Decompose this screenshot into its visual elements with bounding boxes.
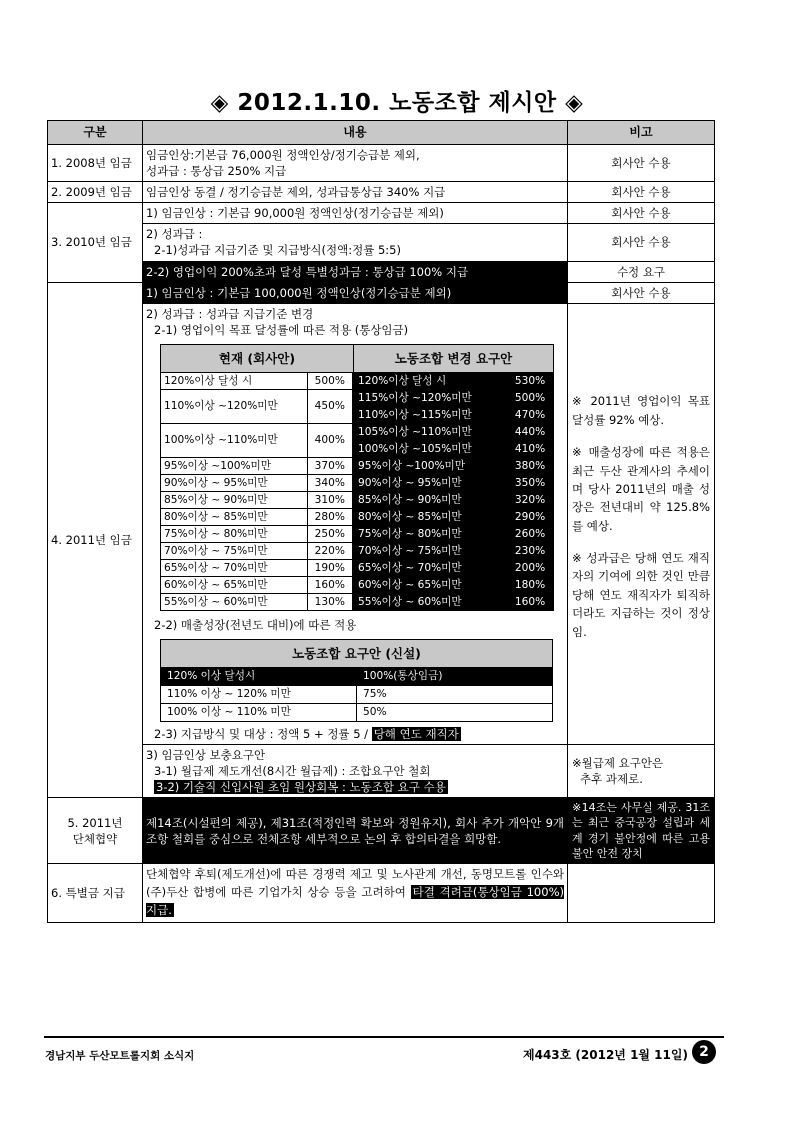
current-rate: 370% — [307, 457, 353, 474]
current-range: 75%이상 ~ 80%미만 — [161, 525, 308, 542]
content-line: 2-2) 매출성장(전년도 대비)에 따른 적용 — [154, 617, 357, 632]
content-line: 3) 임금인상 보충요구안 — [146, 747, 266, 762]
row-content-highlight: 2-2) 영업이익 200%초과 달성 특별성과금 : 통상급 100% 지급 — [143, 261, 568, 282]
table-row — [161, 703, 553, 721]
table-row — [48, 744, 715, 797]
growth-range: 100% 이상 ~ 110% 미만 — [161, 703, 357, 721]
table-row — [48, 797, 715, 864]
growth-rate: 75% — [357, 685, 553, 703]
current-rate: 130% — [307, 593, 353, 610]
page-number: 2 — [692, 1040, 716, 1064]
current-range: 95%이상 ~100%미만 — [161, 457, 308, 474]
row-content — [143, 224, 568, 261]
row-label: 1. 2008년 임금 — [48, 145, 143, 182]
table-row — [161, 593, 554, 610]
row-note: 회사안 수용 — [568, 282, 715, 303]
content-line: 성과급 : 통상급 250% 지급 — [146, 164, 287, 179]
newsletter-name: 경남지부 두산모트롤지회 소식지 — [45, 1050, 195, 1062]
current-range: 55%이상 ~ 60%미만 — [161, 593, 308, 610]
current-rate: 340% — [307, 474, 353, 491]
growth-rate: 100%(통상임금) — [357, 668, 553, 686]
union-range: 75%이상 ~ 80%미만 — [354, 525, 507, 542]
current-range: 70%이상 ~ 75%미만 — [161, 542, 308, 559]
row-label — [48, 797, 143, 864]
current-range: 80%이상 ~ 85%미만 — [161, 508, 308, 525]
union-rate: 200% — [507, 559, 554, 576]
row-note: 회사안 수용 — [568, 182, 715, 203]
label-line: 단체협약 — [72, 831, 118, 846]
content-line: 2) 성과급 : 성과급 지급기준 변경 — [146, 306, 314, 321]
row-content-highlight: 1) 임금인상 : 기본급 100,000원 정액인상(정기승급분 제외) — [143, 282, 568, 303]
union-rate: 380% — [507, 457, 554, 474]
union-range: 90%이상 ~ 95%미만 — [354, 474, 507, 491]
label-line: 5. 2011년 — [67, 815, 123, 830]
union-rate: 180% — [507, 576, 554, 593]
table-row — [48, 203, 715, 224]
table-row — [48, 261, 715, 282]
table-row — [161, 423, 554, 440]
current-range: 60%이상 ~ 65%미만 — [161, 576, 308, 593]
table-row — [161, 508, 554, 525]
current-rate: 160% — [307, 576, 353, 593]
current-rate: 310% — [307, 491, 353, 508]
union-range: 110%이상 ~115%미만 — [354, 406, 507, 423]
table-row — [48, 864, 715, 922]
current-range: 100%이상 ~110%미만 — [161, 423, 308, 457]
row-label: 3. 2010년 임금 — [48, 203, 143, 282]
union-range: 80%이상 ~ 85%미만 — [354, 508, 507, 525]
table-row — [161, 389, 554, 406]
row-content: 임금인상 동결 / 정기승급분 제외, 성과급통상급 340% 지급 — [143, 182, 568, 203]
union-rate: 160% — [507, 593, 554, 610]
current-rate: 450% — [307, 389, 353, 423]
content-line: 임금인상:기본급 76,000원 정액인상/정기승급분 제외, — [146, 148, 420, 162]
union-plan-header: 노동조합 변경 요구안 — [354, 344, 554, 372]
highlight-text: 타결 격려금(통상임금 100%) 지급. — [146, 885, 564, 918]
row-note — [568, 864, 715, 922]
proposal-table — [47, 120, 715, 923]
union-rate: 440% — [507, 423, 554, 440]
payment-method-text: 2-3) 지급방식 및 대상 : 정액 5 + 정률 5 / — [154, 726, 372, 741]
current-range: 85%이상 ~ 90%미만 — [161, 491, 308, 508]
growth-range: 110% 이상 ~ 120% 미만 — [161, 685, 357, 703]
growth-rate: 50% — [357, 703, 553, 721]
current-range: 65%이상 ~ 70%미만 — [161, 559, 308, 576]
table-row — [48, 224, 715, 261]
row-note: 회사안 수용 — [568, 203, 715, 224]
table-header-row — [48, 121, 715, 145]
union-rate: 470% — [507, 406, 554, 423]
table-row — [48, 145, 715, 182]
current-rate: 250% — [307, 525, 353, 542]
content-line: 3-1) 월급제 제도개선(8시간 월급제) : 조합요구안 철회 — [154, 763, 431, 778]
table-row — [48, 282, 715, 303]
content-line — [146, 779, 564, 795]
note-paragraph: ※ 성과급은 당해 연도 재직자의 기여에 의한 것인 만큼 당해 연도 재직자가 퇴직하더라도 지급하는 것이 정상임. — [572, 551, 710, 639]
note-paragraph: ※ 2011년 영업이익 목표 달성률 92% 예상. — [572, 394, 710, 427]
union-rate: 350% — [507, 474, 554, 491]
table-row — [161, 668, 553, 686]
union-rate: 530% — [507, 372, 554, 389]
union-rate: 320% — [507, 491, 554, 508]
table-row — [161, 474, 554, 491]
union-range: 115%이상 ~120%미만 — [354, 389, 507, 406]
inner-header-row — [161, 344, 554, 372]
union-range: 105%이상 ~110%미만 — [354, 423, 507, 440]
union-range: 60%이상 ~ 65%미만 — [354, 576, 507, 593]
current-rate: 500% — [307, 372, 353, 389]
current-range: 90%이상 ~ 95%미만 — [161, 474, 308, 491]
content-line — [146, 726, 564, 742]
table-row — [48, 303, 715, 744]
union-new-plan-header: 노동조합 요구안 (신설) — [161, 640, 553, 668]
row-content — [143, 303, 568, 744]
issue-info: 제443호 (2012년 1월 11일) — [523, 1048, 688, 1062]
table-row — [161, 525, 554, 542]
row-content: 1) 임금인상 : 기본급 90,000원 정액인상(정기승급분 제외) — [143, 203, 568, 224]
table-row — [161, 576, 554, 593]
current-range: 120%이상 달성 시 — [161, 372, 308, 389]
current-range: 110%이상 ~120%미만 — [161, 389, 308, 423]
row-note: 회사안 수용 — [568, 224, 715, 261]
row-note: 수정 요구 — [568, 261, 715, 282]
payment-target-highlight: 당해 연도 재직자 — [373, 726, 459, 741]
content-line: 2) 성과급 : — [146, 227, 203, 242]
achievement-rate-table — [160, 344, 554, 611]
union-rate: 230% — [507, 542, 554, 559]
union-range: 120%이상 달성 시 — [354, 372, 507, 389]
content-line: 2-1)성과급 지급기준 및 지급방식(정액:정률 5:5) — [154, 243, 401, 258]
row-content — [143, 864, 568, 922]
current-plan-header: 현재 (회사안) — [161, 344, 354, 372]
current-rate: 220% — [307, 542, 353, 559]
table-row — [161, 457, 554, 474]
highlight-text: 3-2) 기술직 신입사원 초임 원상회복 : 노동조합 요구 수용 — [156, 779, 446, 794]
union-range: 70%이상 ~ 75%미만 — [354, 542, 507, 559]
table-row — [161, 372, 554, 389]
note-paragraph: ※ 매출성장에 따른 적용은 최근 두산 관계사의 추세이며 당사 2011년의 매출 성장은 전년대비 약 125.8%를 예상. — [572, 445, 710, 533]
growth-range: 120% 이상 달성시 — [161, 668, 357, 686]
union-range: 65%이상 ~ 70%미만 — [354, 559, 507, 576]
header-category: 구분 — [48, 121, 143, 145]
current-rate: 400% — [307, 423, 353, 457]
footer-divider — [44, 1036, 724, 1038]
table-row — [161, 542, 554, 559]
note-line: 추후 과제로. — [580, 771, 643, 786]
table-row — [161, 559, 554, 576]
table-row — [161, 685, 553, 703]
union-range: 95%이상 ~100%미만 — [354, 457, 507, 474]
row-note: 회사안 수용 — [568, 145, 715, 182]
row-label: 6. 특별금 지급 — [48, 864, 143, 922]
header-remarks: 비고 — [568, 121, 715, 145]
sales-growth-table — [160, 639, 553, 721]
union-rate: 290% — [507, 508, 554, 525]
union-range: 55%이상 ~ 60%미만 — [354, 593, 507, 610]
union-range: 85%이상 ~ 90%미만 — [354, 491, 507, 508]
row-label: 4. 2011년 임금 — [48, 282, 143, 797]
header-content: 내용 — [143, 121, 568, 145]
row-content-highlight: 제14조(시설편의 제공), 제31조(적정인력 확보와 정원유지), 회사 추가 개악안 9개 조항 철회를 중심으로 전체조항 세부적으로 논의 후 합의타결을 희망함. — [143, 797, 568, 864]
table-row — [48, 182, 715, 203]
row-label: 2. 2009년 임금 — [48, 182, 143, 203]
union-range: 100%이상 ~105%미만 — [354, 440, 507, 457]
table-row — [161, 491, 554, 508]
row-note-highlight: ※14조는 사무실 제공. 31조는 최근 중국공장 설립과 세계 경기 불안정에 따른 고용불안 안전 장치 — [568, 797, 715, 864]
union-rate: 410% — [507, 440, 554, 457]
page-title: ◈ 2012.1.10. 노동조합 제시안 ◈ — [210, 90, 584, 116]
content-text: 단체협약 후퇴(제도개선)에 따른 경쟁력 제고 및 노사관계 개선, 동명모트롤 인수와 (주)두산 합병에 따른 기업가치 상승 등을 고려하여 — [146, 867, 564, 900]
row-note — [568, 303, 715, 744]
note-line: ※월급제 요구안은 — [572, 755, 664, 770]
current-rate: 190% — [307, 559, 353, 576]
union-rate: 260% — [507, 525, 554, 542]
row-content — [143, 744, 568, 797]
row-content — [143, 145, 568, 182]
current-rate: 280% — [307, 508, 353, 525]
inner-header-row — [161, 640, 553, 668]
row-note — [568, 744, 715, 797]
union-rate: 500% — [507, 389, 554, 406]
content-line: 2-1) 영업이익 목표 달성률에 따른 적용 (통상임금) — [154, 322, 409, 337]
